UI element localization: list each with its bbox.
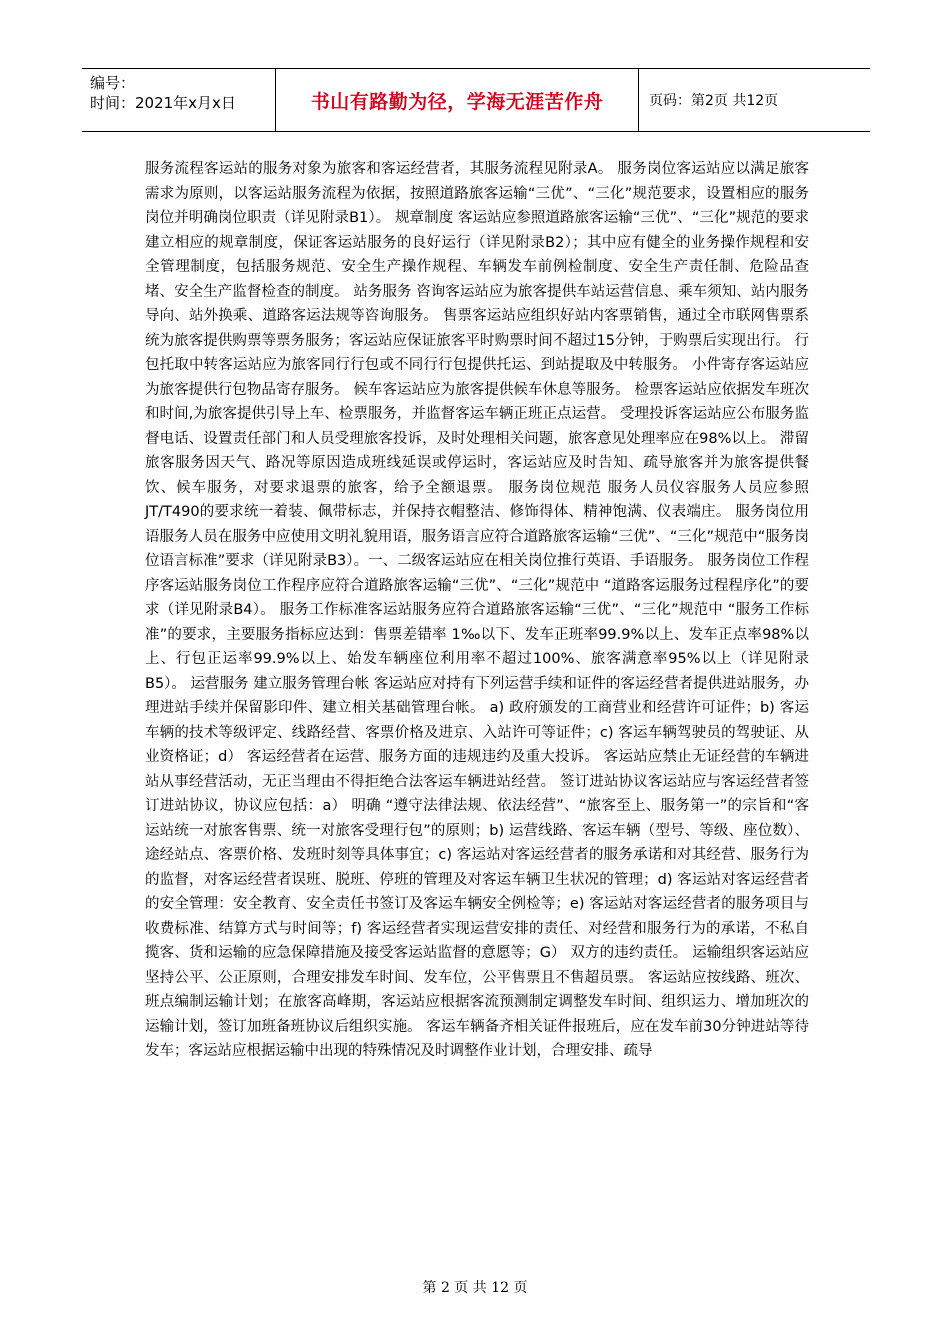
page-footer: 第 2 页 共 12 页 bbox=[422, 1280, 528, 1296]
header-meta bbox=[82, 69, 276, 131]
header-motto: 书山有路勤为径，学海无涯苦作舟 bbox=[276, 69, 639, 131]
body-paragraph: 服务流程客运站的服务对象为旅客和客运经营者，其服务流程见附录A。 服务岗位客运站应以满足旅客需求为原则，以客运站服务流程为依据，按照道路旅客运输“三优”、“三化”规范要求，设置相应的服务岗位并明确岗位职责（详见附录B1）。 规章制度 客运站应参照道路旅客运输“三优”、“三化”规范的要求建立相应的规章制度，保证客运站服务的良好运行（详见附录B2）；其中应有健全的业务操作规程和安全管理制度，包括服务规范、安全生产操作规程、车辆发车前例检制度、安全生产责任制、危险品查堵、安全生产监督检查的制度。 站务服务 咨询客运站应为旅客提供车站运营信息、乘车须知、站内服务导向、站外换乘、道路客运法规等咨询服务。 售票客运站应组织好站内客票销售，通过全市联网售票系统为旅客提供购票等票务服务；客运站应保证旅客平时购票时间不超过15分钟，于购票后实现出行。 行包托取中转客运站应为旅客同行行包或不同行行包提供托运、到站提取及中转服务。 小件寄存客运站应为旅客提供行包物品寄存服务。 候车客运站应为旅客提供候车休息等服务。 检票客运站应依据发车班次和时间,为旅客提供引导上车、检票服务，并监督客运车辆正班正点运营。 受理投诉客运站应公布服务监督电话、设置责任部门和人员受理旅客投诉，及时处理相关问题，旅客意见处理率应在98%以上。 滞留旅客服务因天气、路况等原因造成班线延误或停运时，客运站应及时告知、疏导旅客并为旅客提供餐饮、候车服务，对要求退票的旅客，给予全额退票。 服务岗位规范 服务人员仪容服务人员应参照JT/T490的要求统一着装、佩带标志，并保持衣帽整洁、修饰得体、精神饱满、仪表端庄。 服务岗位用语服务人员在服务中应使用文明礼貌用语，服务语言应符合道路旅客运输“三优”、“三化”规范中“服务岗位语言标准”要求（详见附录B3）。一、二级客运站应在相关岗位推行英语、手语服务。 服务岗位工作程序客运站服务岗位工作程序应符合道路旅客运输“三优”、“三化”规范中 “道路客运服务过程程序化”的要求（详见附录B4）。 服务工作标准客运站服务应符合道路旅客运输“三优”、“三化”规范中 “服务工作标准”的要求，主要服务指标应达到：售票差错率 1‰以下、发车正班率99.9%以上、发车正点率98%以上、行包正运率99.9%以上、始发车辆座位利用率不超过100%、旅客满意率95%以上（详见附录B5）。 运营服务 建立服务管理台帐 客运站应对持有下列运营手续和证件的客运经营者提供进站服务，办理进站手续并保留影印件、建立相关基础管理台帐。 a) 政府颁发的工商营业和经营许可证件；b) 客运车辆的技术等级评定、线路经营、客票价格及进京、入站许可等证件；c) 客运车辆驾驶员的驾驶证、从业资格证；d） 客运经营者在运营、服务方面的违规违约及重大投诉。 客运站应禁止无证经营的车辆进站从事经营活动，无正当理由不得拒绝合法客运车辆进站经营。 签订进站协议客运站应与客运经营者签订进站协议，协议应包括：a） 明确 “遵守法律法规、依法经营”、“旅客至上、服务第一”的宗旨和“客运站统一对旅客售票、统一对旅客受理行包”的原则；b) 运营线路、客运车辆（型号、等级、座位数）、途经站点、客票价格、发班时刻等具体事宜；c) 客运站对客运经营者的服务承诺和对其经营、服务行为的监督，对客运经营者误班、脱班、停班的管理及对客运车辆卫生状况的管理；d) 客运站对客运经营者的安全管理：安全教育、安全责任书签订及客运车辆安全例检等；e) 客运站对客运经营者的服务项目与收费标准、结算方式与时间等；f) 客运经营者实现运营安排的责任、对经营和服务行为的承诺，不私自揽客、货和运输的应急保障措施及接受客运站监督的意愿等；G） 双方的违约责任。 运输组织客运站应坚持公平、公正原则，合理安排发车时间、发车位，公平售票且不售超员票。 客运站应按线路、班次、班点编制运输计划；在旅客高峰期，客运站应根据客流预测制定调整发车时间、组织运力、增加班次的运输计划，签订加班备班协议后组织实施。 客运车辆备齐相关证件报班后，应在发车前30分钟进站等待发车；客运站应根据运输中出现的特殊情况及时调整作业计划，合理安排、疏导 bbox=[145, 161, 809, 1059]
document-body bbox=[145, 157, 809, 1064]
document-date: 时间：2021年x月x日 bbox=[90, 94, 236, 112]
header-page-info: 页码：第2页 共12页 bbox=[649, 93, 779, 109]
document-number: 编号： bbox=[90, 74, 136, 92]
page-header bbox=[82, 68, 870, 132]
